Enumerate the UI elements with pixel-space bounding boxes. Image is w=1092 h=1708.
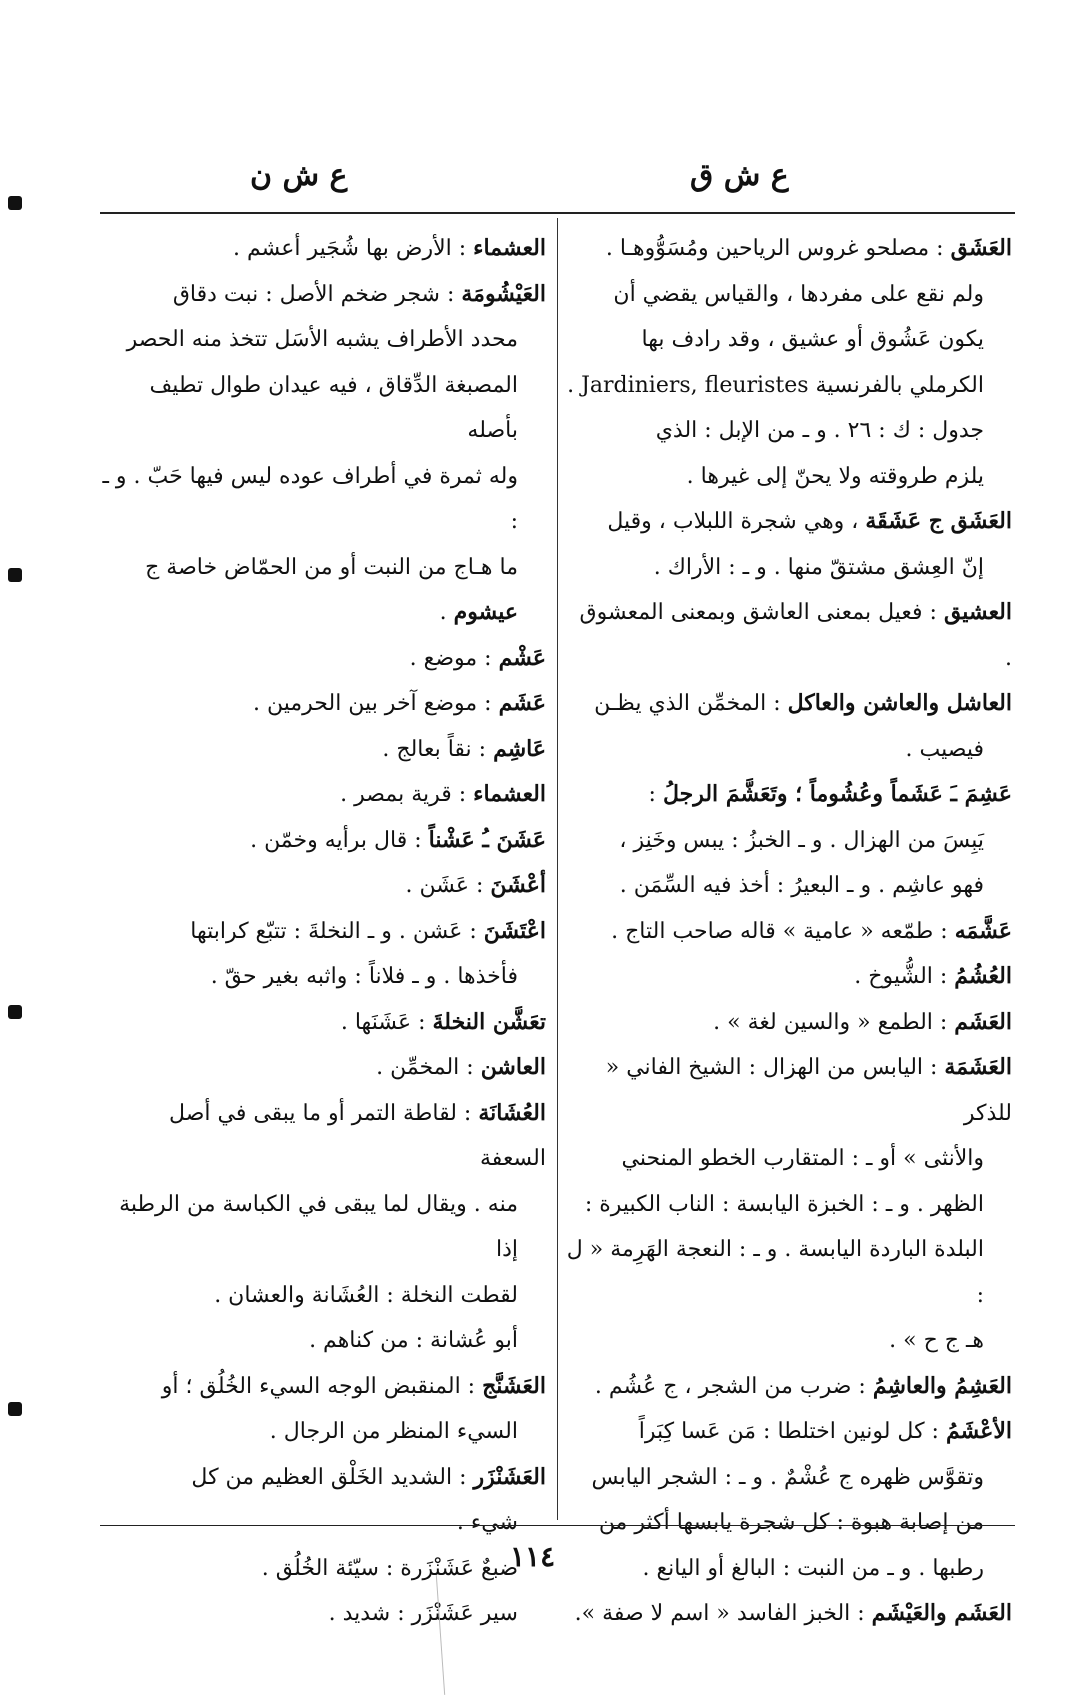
entry-continuation-line	[566, 1136, 1012, 1182]
dictionary-entry-line	[100, 272, 546, 318]
definition-text: : قال برأيه وخمّن .	[250, 827, 429, 853]
definition-text: : طمّعه « عامية » قاله صاحب التاج .	[611, 918, 955, 944]
definition-text: إنّ العِشق مشتقّ منها . و ـ : الأراك .	[653, 554, 984, 580]
entry-continuation-line	[100, 1273, 546, 1319]
definition-text: فهو عاشِم . و ـ البعيرُ : أخذ فيه السِّمَن .	[619, 873, 984, 898]
dictionary-entry-line	[566, 681, 1012, 727]
entry-continuation-line	[100, 1591, 546, 1637]
definition-text: ما هـاج من النبت أو من الحمّاض خاصة ج	[145, 554, 518, 580]
dictionary-entry-line	[566, 1364, 1012, 1410]
definition-text: البلدة الباردة اليابسة . و ـ : النعجة الهَرِمة « ل :	[566, 1237, 984, 1308]
entry-continuation-line	[566, 454, 1012, 500]
right-column-root-header: ع ش ق	[690, 158, 789, 193]
entry-continuation-line	[566, 363, 1012, 409]
page-number: ١١٤	[510, 1540, 556, 1573]
dictionary-entry-line	[566, 772, 1012, 818]
entry-continuation-line	[100, 1318, 546, 1364]
definition-text: : الطمع « والسين لغة » .	[713, 1009, 955, 1035]
entry-continuation-line	[566, 1227, 1012, 1318]
definition-text: لقطت النخلة : العُشَانة والعشان .	[214, 1282, 518, 1308]
definition-text: ، وهي شجرة اللبلاب ، وقيل	[607, 509, 866, 534]
headword: أعْشَنَ	[490, 872, 546, 898]
definition-text: : المخمِّن .	[376, 1055, 481, 1080]
definition-text: الظهر . و ـ : الخبزة اليابسة : الناب الكبيرة :	[584, 1191, 984, 1217]
entry-continuation-line	[566, 317, 1012, 363]
headword: عَشِمَ ـَ عَشَماً وعُشُوماً ؛ وتَعَشَّمَ الرجلُ	[662, 781, 1012, 807]
definition-text: فيصيب .	[905, 736, 984, 762]
headword: اعْتَشَنَ	[483, 917, 546, 944]
definition-text: : اليابس من الهزال : الشيخ الفاني « للذكر	[605, 1055, 1012, 1126]
definition-text: : المخمِّن الذي يظـن	[594, 691, 788, 716]
definition-text: : الأرض بها شُجَير أعشم .	[233, 236, 474, 261]
definition-text: أبو عُشانة : من كناهم .	[309, 1328, 518, 1353]
definition-text: المصبغة الدِّقاق ، فيه عيدان طوال تطيف بأصله	[149, 372, 518, 443]
definition-text: : موضع .	[409, 645, 499, 671]
definition-text: شيء .	[456, 1510, 518, 1535]
entry-continuation-line	[566, 1500, 1012, 1546]
headword: العَشَق ج عَشَقَة	[865, 508, 1012, 534]
definition-text: .	[439, 600, 454, 625]
headword: العاشل والعاشن والعاكل	[787, 690, 1012, 716]
headword: العشيق	[943, 599, 1012, 625]
dictionary-entry-line	[100, 1455, 546, 1501]
entry-continuation-line	[566, 1318, 1012, 1364]
definition-text: يكون عَشُوق أو عشيق ، وقد رادف بها	[641, 327, 984, 352]
headword: العَشَنْزَر	[473, 1463, 546, 1490]
headword: العُشَانَة	[478, 1099, 546, 1126]
definition-text: يَبِسَ من الهزال . و ـ الخبزُ : يبس وخَنِز ،	[619, 827, 984, 853]
entry-continuation-line	[566, 863, 1012, 909]
definition-text: السيء المنظر من الرجال .	[269, 1419, 518, 1444]
entry-continuation-line	[566, 272, 1012, 318]
headword: تعَشَّن النخلةَ	[432, 1008, 546, 1035]
definition-text: :	[648, 782, 663, 807]
definition-text: : المنقبض الوجه السيء الخُلُق ؛ أو	[161, 1373, 483, 1399]
headword: العَشَمَة	[944, 1054, 1012, 1080]
definition-text: : كل لونين اختلطا : مَن عَسا كِبَراً	[638, 1419, 946, 1444]
definition-text: هـ ج ح » .	[889, 1328, 984, 1353]
entry-continuation-line	[100, 363, 546, 454]
definition-text: : عَشن . و ـ النخلةَ : تتبّع كرابتها	[190, 918, 484, 944]
definition-text: والأنثى » أو ـ : المتقارب الخطو المنحني	[621, 1146, 984, 1171]
definition-text: : ضرب من الشجر ، ج عُشُم .	[594, 1373, 873, 1399]
margin-mark	[8, 1005, 22, 1019]
headword: العُشُمُ	[954, 963, 1012, 989]
definition-text: : نقاً بعالج .	[382, 736, 494, 762]
definition-text: يلزم طروقته ولا يحنّ إلى غيرها .	[686, 463, 984, 489]
entry-continuation-line	[566, 818, 1012, 864]
dictionary-entry-line	[100, 727, 546, 773]
definition-text: محدد الأطراف يشبه الأسَل تتخذ منه الحصر	[126, 327, 518, 352]
dictionary-entry-line	[100, 226, 546, 272]
definition-text: : عَشَنَها .	[340, 1009, 433, 1035]
headword: العَشَم	[954, 1008, 1012, 1035]
definition-text: من إصابة هبوة : كل شجرة يابسها أكثر من	[598, 1510, 984, 1535]
dictionary-entry-line	[566, 226, 1012, 272]
definition-text: : الشديد الخَلْق العظيم من كل	[191, 1464, 474, 1490]
definition-text: سير عَشَنْزَر : شديد .	[328, 1601, 518, 1626]
entry-continuation-line	[100, 1546, 546, 1592]
headword: العَشَم والعَيْشَم	[871, 1600, 1012, 1626]
entry-continuation-line	[100, 1500, 546, 1546]
dictionary-entry-line	[566, 1000, 1012, 1046]
margin-mark	[8, 196, 22, 210]
entry-continuation-line	[100, 590, 546, 636]
definition-text: : مصلحو غروس الرياحين ومُسَوُّوهـا .	[605, 236, 951, 261]
dictionary-entry-line	[100, 1364, 546, 1410]
entry-continuation-line	[100, 454, 546, 545]
headword: العَشِمُ والعاشِمُ	[872, 1372, 1012, 1399]
definition-text: : موضع آخر بين الحرمين .	[253, 691, 499, 716]
definition-text: ولم نقع على مفردها ، والقياس يقضي أن	[613, 281, 984, 307]
headword: العَشَق	[950, 235, 1012, 261]
headword: عَشَم	[498, 690, 546, 716]
entry-continuation-line	[100, 954, 546, 1000]
entry-continuation-line	[100, 1409, 546, 1455]
entry-continuation-line	[566, 1455, 1012, 1501]
entry-continuation-line	[100, 545, 546, 591]
dictionary-entry-line	[566, 1409, 1012, 1455]
definition-text: : شجر ضخم الأصل : نبت دقاق	[172, 281, 462, 307]
dictionary-entry-line	[100, 681, 546, 727]
definition-text: : قرية بمصر .	[340, 782, 474, 807]
dictionary-entry-line	[100, 909, 546, 955]
headword: عَشَّمَه	[954, 917, 1012, 944]
right-column	[566, 226, 1012, 1637]
definition-text: : فعيل بمعنى العاشق وبمعنى المعشوق .	[579, 600, 1012, 671]
headword: العاشن	[480, 1054, 546, 1080]
margin-mark	[8, 568, 22, 582]
headword: عيشوم	[453, 599, 518, 625]
definition-text: : الشُّيوخ .	[854, 964, 955, 989]
definition-text: : عَشَن .	[405, 873, 491, 898]
dictionary-entry-line	[100, 818, 546, 864]
definition-text: جدول : ك : ٢٦ . و ـ من الإبل : الذي	[655, 418, 984, 443]
dictionary-entry-line	[100, 863, 546, 909]
headword: العَشَنَّج	[482, 1372, 546, 1399]
dictionary-entry-line	[566, 590, 1012, 681]
definition-text: : الخبز الفاسد « اسم لا صفة ».	[574, 1601, 872, 1626]
definition-text: الكرملي بالفرنسية Jardiniers, fleuristes .	[567, 372, 984, 398]
entry-continuation-line	[100, 317, 546, 363]
headword: العشماء	[473, 235, 546, 261]
headword: عَشْم	[498, 644, 546, 671]
column-divider	[557, 218, 558, 1520]
entry-continuation-line	[566, 408, 1012, 454]
definition-text: وتقوَّس ظهره ج عُشْمٌ . و ـ : الشجر اليابس	[591, 1464, 984, 1490]
entry-continuation-line	[566, 727, 1012, 773]
left-column-root-header: ع ش ن	[250, 158, 348, 193]
dictionary-entry-line	[566, 1045, 1012, 1136]
headword: عَشَنَ ـُ عَشْناً	[428, 826, 546, 853]
entry-continuation-line	[566, 1546, 1012, 1592]
entry-continuation-line	[566, 545, 1012, 591]
headword: العشماء	[473, 781, 546, 807]
definition-text: رطبها . و ـ من النبت : البالغ أو اليانع .	[642, 1555, 984, 1581]
top-rule	[100, 212, 1015, 214]
dictionary-entry-line	[566, 499, 1012, 545]
margin-mark	[8, 1402, 22, 1416]
definition-text: وله ثمرة في أطراف عوده ليس فيها حَبّ . و ـ :	[102, 463, 518, 534]
dictionary-entry-line	[566, 909, 1012, 955]
dictionary-entry-line	[566, 1591, 1012, 1637]
entry-continuation-line	[566, 1182, 1012, 1228]
headword: عَاشِم	[493, 735, 546, 762]
definition-text: منه . ويقال لما يبقى في الكباسة من الرطبة إذا	[119, 1191, 518, 1262]
dictionary-entry-line	[100, 772, 546, 818]
headword: الأعْشَمُ	[945, 1418, 1012, 1444]
left-column	[100, 226, 546, 1637]
dictionary-entry-line	[100, 1091, 546, 1182]
dictionary-entry-line	[100, 1000, 546, 1046]
bottom-rule	[100, 1525, 1015, 1526]
headword: العَيْشُومَة	[461, 280, 546, 307]
definition-text: فأخذها . و ـ فلاناً : واثبه بغير حقّ .	[210, 964, 518, 989]
definition-text: ضبعٌ عَشَنْزَرة : سيّئة الخُلُق .	[261, 1555, 518, 1581]
dictionary-entry-line	[566, 954, 1012, 1000]
definition-text: : لقاطة التمر أو ما يبقى في أصل السعفة	[169, 1100, 546, 1171]
dictionary-entry-line	[100, 1045, 546, 1091]
entry-continuation-line	[100, 1182, 546, 1273]
dictionary-entry-line	[100, 636, 546, 682]
